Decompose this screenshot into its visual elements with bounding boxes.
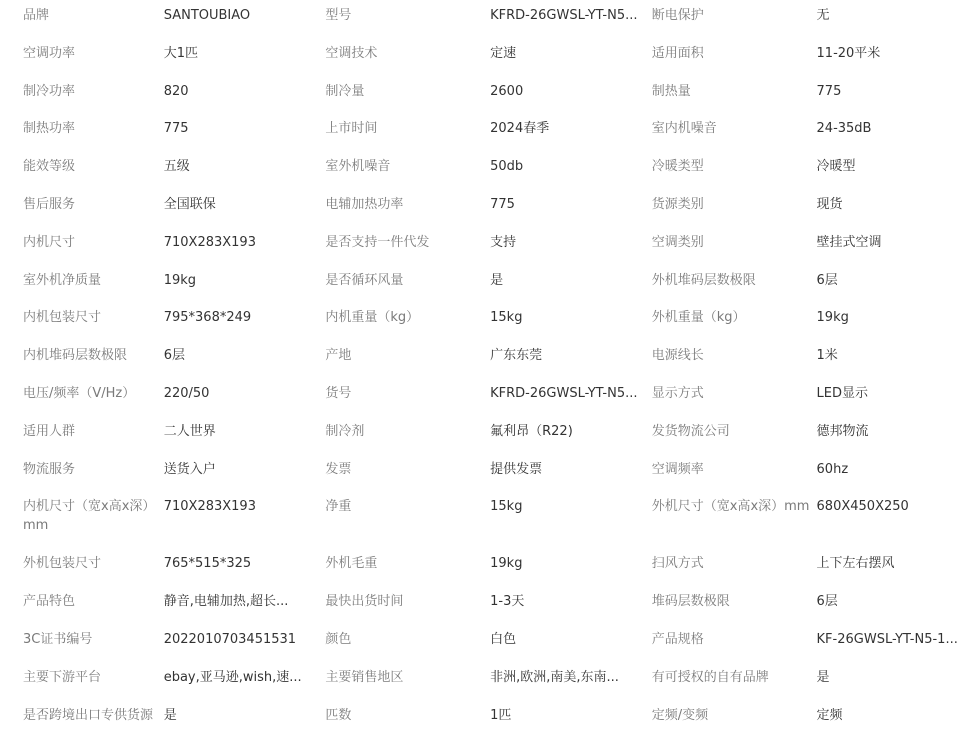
spec-label: 制冷功率 [23, 83, 76, 99]
spec-label: 产品特色 [23, 594, 76, 610]
spec-label: 空调频率 [651, 461, 704, 477]
spec-value: 支持 [490, 234, 517, 250]
spec-value: LED显示 [816, 385, 868, 401]
spec-value: 775 [816, 83, 842, 99]
spec-label: 制热量 [651, 83, 691, 99]
spec-value: 五级 [163, 159, 190, 175]
spec-value: 静音,电辅加热,超长... [163, 594, 289, 610]
spec-row [0, 76, 974, 114]
spec-row [0, 0, 974, 38]
spec-value: 710X283X193 [163, 499, 256, 515]
spec-value: 1米 [816, 348, 838, 364]
spec-label: 显示方式 [651, 385, 704, 401]
spec-value: 820 [163, 83, 189, 99]
spec-label: 主要下游平台 [23, 669, 102, 685]
spec-label: 电压/频率（V/Hz） [23, 385, 136, 401]
spec-label: 主要销售地区 [325, 669, 404, 685]
spec-label: 定频/变频 [651, 707, 709, 723]
spec-value: 现货 [816, 196, 843, 212]
spec-label: 外机尺寸（宽x高x深）mm [651, 499, 810, 515]
spec-label: 货源类别 [651, 196, 704, 212]
spec-value: 提供发票 [490, 461, 543, 477]
spec-value: 50db [490, 159, 524, 175]
spec-label: 断电保护 [651, 8, 704, 23]
spec-value: 775 [490, 196, 515, 212]
spec-label: 匹数 [325, 707, 352, 723]
spec-label: 内机包装尺寸 [23, 310, 102, 326]
spec-value: 上下左右摆风 [816, 556, 895, 572]
spec-value: 二人世界 [163, 423, 216, 439]
spec-label: 空调技术 [325, 45, 378, 61]
spec-value: 定频 [816, 707, 843, 723]
spec-label: 有可授权的自有品牌 [651, 669, 769, 685]
spec-value: SANTOUBIAO [163, 8, 251, 23]
spec-value: 送货入户 [163, 461, 216, 477]
spec-label: 堆码层数极限 [651, 594, 730, 610]
spec-value: 是 [490, 272, 504, 288]
spec-value: 6层 [163, 348, 185, 364]
spec-value: 19kg [816, 310, 849, 326]
spec-label: 售后服务 [23, 196, 76, 212]
spec-value: 是 [816, 669, 830, 685]
spec-label: 外机重量（kg） [651, 310, 746, 326]
spec-label: 产品规格 [651, 631, 704, 647]
spec-row [0, 302, 974, 340]
spec-value: 765*515*325 [163, 556, 252, 572]
spec-label: 3C证书编号 [23, 631, 93, 647]
spec-value: KF-26GWSL-YT-N5-1... [816, 631, 958, 647]
spec-value: 无 [816, 8, 830, 23]
spec-value: 2024春季 [490, 121, 550, 137]
spec-value: ebay,亚马逊,wish,速... [163, 669, 302, 685]
spec-label: 物流服务 [23, 461, 76, 477]
spec-label: 内机尺寸 [23, 234, 76, 250]
spec-value: 2600 [490, 83, 524, 99]
spec-label: 发票 [325, 461, 352, 477]
spec-label: 净重 [325, 499, 352, 515]
spec-value: 1匹 [490, 707, 512, 723]
spec-label: 上市时间 [325, 121, 378, 137]
spec-row [0, 586, 974, 624]
spec-value: 2022010703451531 [163, 631, 297, 647]
spec-value: 壁挂式空调 [816, 234, 882, 250]
spec-label: 室内机噪音 [651, 121, 717, 137]
spec-value: 710X283X193 [163, 234, 256, 250]
spec-row [0, 624, 974, 662]
spec-row [0, 340, 974, 378]
spec-value: KFRD-26GWSL-YT-N5... [490, 8, 638, 23]
spec-value: 11-20平米 [816, 45, 881, 61]
spec-value: 全国联保 [163, 196, 216, 212]
spec-label: 空调类别 [651, 234, 704, 250]
spec-row [0, 265, 974, 303]
spec-label: 外机包装尺寸 [23, 556, 102, 572]
spec-label: 适用人群 [23, 423, 76, 439]
spec-value: 冷暖型 [816, 159, 856, 175]
spec-label: 适用面积 [651, 45, 704, 61]
spec-row [0, 548, 974, 586]
spec-row [0, 662, 974, 700]
spec-label: 电源线长 [651, 348, 704, 364]
spec-label: 内机堆码层数极限 [23, 348, 128, 364]
spec-label: 外机堆码层数极限 [651, 272, 756, 288]
spec-value: 15kg [490, 310, 523, 326]
spec-label: 空调功率 [23, 45, 76, 61]
spec-label: 品牌 [23, 8, 50, 23]
spec-value: 德邦物流 [816, 423, 869, 439]
spec-row [0, 227, 974, 265]
spec-row [0, 416, 974, 454]
spec-value: 220/50 [163, 385, 210, 401]
spec-label: 货号 [325, 385, 352, 401]
spec-row [0, 454, 974, 492]
spec-value: 非洲,欧洲,南美,东南... [490, 669, 619, 685]
spec-value: 是 [163, 707, 177, 723]
spec-value: 6层 [816, 594, 838, 610]
spec-row [0, 378, 974, 416]
spec-row [0, 189, 974, 227]
spec-label: 外机毛重 [325, 556, 378, 572]
spec-label: 电辅加热功率 [325, 196, 404, 212]
spec-label: 室外机噪音 [325, 159, 391, 175]
spec-value: 15kg [490, 499, 523, 515]
spec-label: 制冷剂 [325, 423, 365, 439]
spec-label: 制冷量 [325, 83, 365, 99]
spec-value: 19kg [163, 272, 197, 288]
spec-value: 795*368*249 [163, 310, 252, 326]
spec-row [0, 700, 974, 738]
spec-label: 扫风方式 [651, 556, 704, 572]
spec-row [0, 113, 974, 151]
spec-value: KFRD-26GWSL-YT-N5... [490, 385, 638, 401]
spec-label: 制热功率 [23, 121, 76, 137]
spec-value: 定速 [490, 45, 517, 61]
spec-value: 775 [163, 121, 189, 137]
spec-value: 60hz [816, 461, 849, 477]
spec-label: 能效等级 [23, 159, 76, 175]
spec-label: 产地 [325, 348, 352, 364]
spec-value: 白色 [490, 631, 517, 647]
spec-label: 是否循环风量 [325, 272, 404, 288]
spec-label: 冷暖类型 [651, 159, 704, 175]
spec-label: 最快出货时间 [325, 594, 404, 610]
spec-label: 室外机净质量 [23, 272, 102, 288]
spec-value: 大1匹 [163, 45, 198, 61]
spec-label: 内机重量（kg） [325, 310, 420, 326]
spec-label: 内机尺寸（宽x高x深）mm [23, 499, 156, 534]
spec-label: 颜色 [325, 631, 352, 647]
spec-value: 氟利昂（R22) [490, 423, 573, 439]
spec-row [0, 491, 974, 548]
spec-value: 广东东莞 [490, 348, 543, 364]
spec-row [0, 38, 974, 76]
spec-value: 24-35dB [816, 121, 872, 137]
spec-label: 型号 [325, 8, 352, 23]
spec-value: 1-3天 [490, 594, 525, 610]
spec-value: 680X450X250 [816, 499, 909, 515]
spec-row [0, 151, 974, 189]
spec-value: 19kg [490, 556, 523, 572]
spec-label: 是否支持一件代发 [325, 234, 430, 250]
spec-value: 6层 [816, 272, 838, 288]
spec-label: 发货物流公司 [651, 423, 730, 439]
spec-label: 是否跨境出口专供货源 [23, 707, 154, 723]
